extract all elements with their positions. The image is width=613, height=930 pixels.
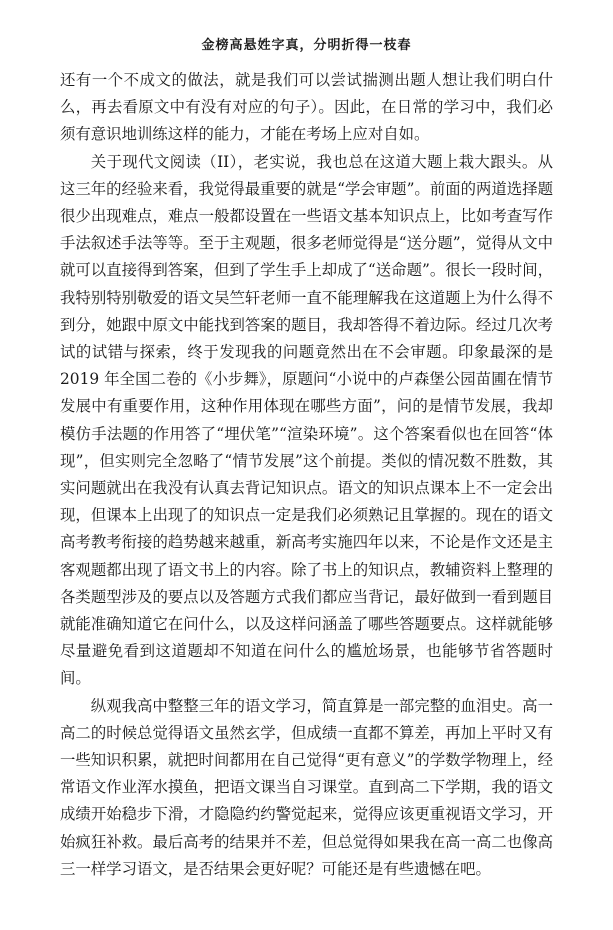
body-paragraph-2: 关于现代文阅读（II），老实说，我也总在这道大题上栽大跟头。从这三年的经验来看，我觉得最重要的就是“学会审题”。前面的两道选择题很少出现难点，难点一般都设置在一些语文基本知识点上，比如考查写作手法叙述手法等等。至于主观题，很多老师觉得是“送分题”，觉得从文中就可以直接得到答案，但到了学生手上却成了“送命题”。很长一段时间，我特别特别敬爱的语文吴竺轩老师一直不能理解我在这道题上为什么得不到分，她跟中原文中能找到答案的题目，我却答得不着边际。经过几次考试的试错与探索，终于发现我的问题竟然出在不会审题。印象最深的是 2019 年全国二卷的《小步舞》，原题问“小说中的卢森堡公园苗圃在情节发展中有重要作用，这种作用体现在哪些方面”，问的是情节发展，我却模仿手法题的作用答了“埋伏笔”“渲染环境”。这个答案看似也在回答“体现”，但实则完全忽略了“情节发展”这个前提。类似的情况数不胜数，其实问题就出在我没有认真去背记知识点。语文的知识点课本上不一定会出现，但课本上出现了的知识点一定是我们必须熟记且掌握的。现在的语文高考教考衔接的趋势越来越重，新高考实施四年以来，不论是作文还是主客观题都出现了语文书上的内容。除了书上的知识点，教辅资料上整理的各类题型涉及的要点以及答题方式我们都应当背记，最好做到一看到题目就能准确知道它在问什么，以及这样问涵盖了哪些答题要点。这样就能够尽量避免看到这道题却不知道在问什么的尴尬场景，也能够节省答题时间。: [60, 152, 553, 688]
body-paragraph-1: 还有一个不成文的做法，就是我们可以尝试揣测出题人想让我们明白什么，再去看原文中有没有对应的句子）。因此，在日常的学习中，我们必须有意识地训练这样的能力，才能在考场上应对自如。: [60, 71, 553, 144]
page-header-title: 金榜高悬姓字真，分明折得一枝春: [201, 38, 412, 53]
body-paragraph-3: 纵观我高中整整三年的语文学习，简直算是一部完整的血泪史。高一高二的时候总觉得语文虽然玄学，但成绩一直都不算差，再加上平时又有一些知识积累，就把时间都用在自己觉得“更有意义”的学数学物理上，经常语文作业浑水摸鱼，把语文课当自习课堂。直到高二下学期，我的语文成绩开始稳步下滑，才隐隐约约警觉起来，觉得应该更重视语文学习，开始疯狂补救。最后高考的结果并不差，但总觉得如果我在高一高二也像高三一样学习语文，是否结果会更好呢？可能还是有些遗憾在吧。: [60, 696, 553, 878]
